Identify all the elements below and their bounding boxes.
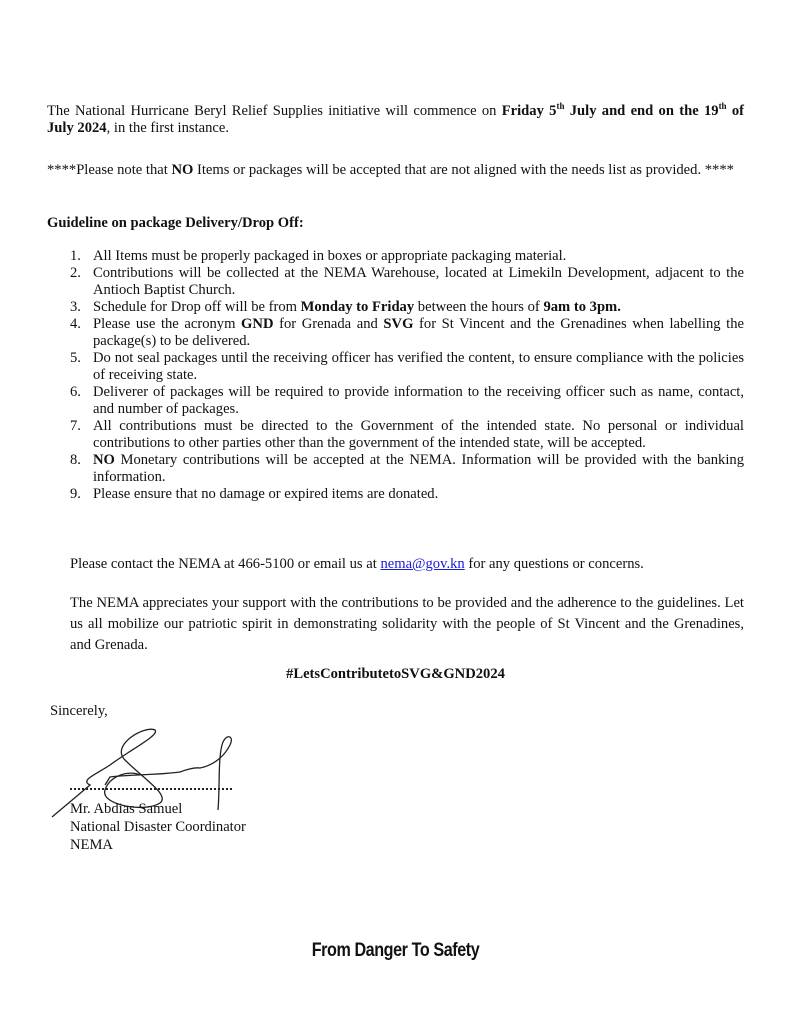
note-post: Items or packages will be accepted that are not aligned with the needs list as provided. ****	[193, 162, 734, 178]
signer-org: NEMA	[70, 837, 113, 853]
note-bold: NO	[171, 162, 194, 178]
item-text: All contributions must be directed to the Government of the intended state. No personal or individual contributions to other parties other than the government of the intended state, will be accepted.	[93, 418, 744, 451]
guideline-list	[70, 248, 744, 503]
item-text: Schedule for Drop off will be from	[93, 299, 301, 315]
item-text: Do not seal packages until the receiving officer has verified the content, to ensure compliance with the policies of receiving state.	[93, 350, 744, 383]
item-number: 7.	[70, 418, 81, 434]
item-number: 4.	[70, 316, 81, 332]
item-text: Please ensure that no damage or expired items are donated.	[93, 486, 439, 502]
intro-mid: July and end on the 19	[564, 103, 719, 119]
guideline-item	[70, 299, 744, 316]
item-number: 8.	[70, 452, 81, 468]
intro-post: , in the first instance.	[106, 120, 230, 136]
guideline-item	[70, 248, 744, 265]
note-pre: ****Please note that	[47, 162, 172, 178]
signer-name: Mr. Abdias Samuel	[70, 801, 183, 817]
item-bold: 9am to 3pm.	[543, 299, 621, 315]
contact-text: Please contact the NEMA at 466-5100 or email us at	[70, 556, 381, 572]
signer-title: National Disaster Coordinator	[70, 819, 246, 835]
item-bold: NO	[93, 452, 115, 468]
start-day: Friday 5	[501, 103, 557, 119]
item-text: All Items must be properly packaged in boxes or appropriate packaging material.	[93, 248, 567, 264]
guideline-item	[70, 265, 744, 299]
item-bold: GND	[241, 316, 274, 332]
item-text: between the hours of	[414, 299, 544, 315]
guideline-item	[70, 350, 744, 384]
item-text: for Grenada and	[273, 316, 384, 332]
item-number: 1.	[70, 248, 81, 264]
start-sup: th	[556, 101, 565, 112]
contact-paragraph	[70, 556, 744, 573]
item-text: Please use the acronym	[93, 316, 242, 332]
item-number: 3.	[70, 299, 81, 315]
guideline-item	[70, 316, 744, 350]
item-bold: SVG	[383, 316, 414, 332]
item-text: for St Vincent and the Grenadines when labelling the package(s) to be delivered.	[93, 316, 744, 349]
closing: Sincerely,	[50, 703, 108, 719]
end-date: of July 2024	[47, 103, 745, 136]
guideline-item	[70, 418, 744, 452]
contact-post: for any questions or concerns.	[464, 556, 644, 572]
item-bold: Monday to Friday	[300, 299, 415, 315]
item-number: 2.	[70, 265, 81, 281]
intro-text: The National Hurricane Beryl Relief Supplies initiative will commence on	[47, 103, 502, 119]
intro-paragraph	[47, 103, 744, 137]
guideline-heading: Guideline on package Delivery/Drop Off:	[47, 215, 304, 231]
item-text: Deliverer of packages will be required to provide information to the receiving officer such as name, contact, and number of packages.	[93, 384, 744, 417]
guideline-item	[70, 384, 744, 418]
hashtag: #LetsContributetoSVG&GND2024	[286, 666, 505, 682]
motto: From Danger To Safety	[311, 940, 480, 961]
item-number: 9.	[70, 486, 81, 502]
note-paragraph	[47, 162, 744, 179]
guideline-item	[70, 452, 744, 486]
item-text: Monetary contributions will be accepted at the NEMA. Information will be provided with the banking information.	[93, 452, 744, 485]
signature-line	[70, 788, 232, 790]
email-link[interactable]: nema@gov.kn	[380, 556, 465, 572]
item-number: 5.	[70, 350, 81, 366]
signer-block	[70, 800, 246, 854]
item-text: Contributions will be collected at the NEMA Warehouse, located at Limekiln Development, adjacent to the Antioch Baptist Church.	[93, 265, 744, 298]
end-sup: th	[718, 101, 727, 112]
item-number: 6.	[70, 384, 81, 400]
appreciation-paragraph: The NEMA appreciates your support with the contributions to be provided and the adherence to the guidelines. Let us all mobilize our patriotic spirit in demonstrating solidarity with the people of St Vincent and the Grenadines, and Grenada.	[70, 595, 744, 653]
guideline-item	[70, 486, 744, 503]
